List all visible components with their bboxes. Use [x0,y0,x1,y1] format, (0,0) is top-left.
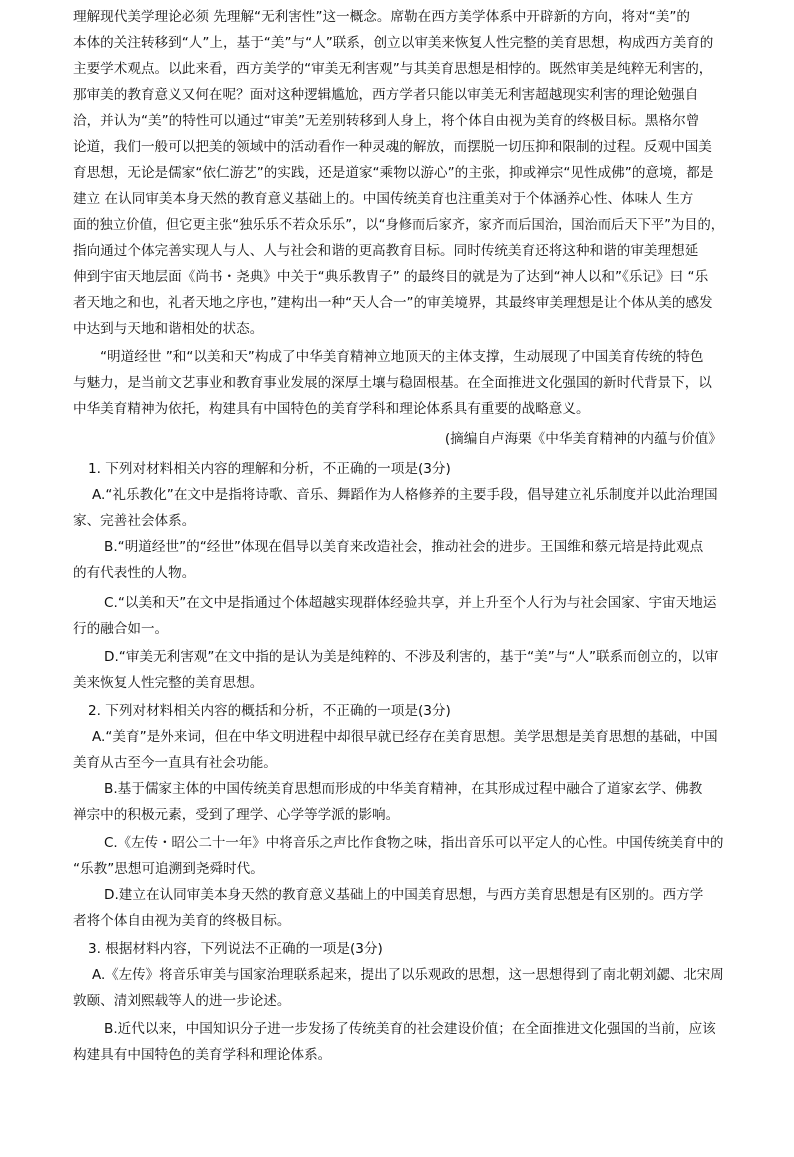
option-b: B.近代以来，中国知识分子进一步发扬了传统美育的社会建设价值；在全面推进文化强国的当前，应该 [104,1021,716,1037]
paragraph-line: 伸到宇宙天地层面《尚书・尧典》中关于“典乐教胄子” 的最终目的就是为了达到“神人以和”《乐记》曰 “乐 [73,269,709,285]
paragraph-line: 理解现代美学理论必须 先理解“无利害性”这一概念。席勒在西方美学体系中开辟新的方向，将对“美”的 [73,9,691,25]
option-a: A.《左传》将音乐审美与国家治理联系起来，提出了以乐观政的思想，这一思想得到了南北朝刘勰、北宋周 [92,967,724,983]
question-stem: 1. 下列对材料相关内容的理解和分析，不正确的一项是(3分) [88,461,451,477]
option-a-cont: 美育从古至今一直具有社会功能。 [73,755,277,771]
option-c: C.“以美和天”在文中是指通过个体超越实现群体经验共享，并上升至个人行为与社会国家、宇宙天地运 [104,595,717,611]
option-b-cont: 构建具有中国特色的美育学科和理论体系。 [73,1047,332,1063]
paragraph-line: 洽，并认为“美”的特性可以通过“审美”无差别转移到人身上，将个体自由视为美育的终极目标。黑格尔曾 [73,113,700,129]
paragraph-line: 面的独立价值，但它更主张“独乐乐不若众乐乐”，以“身修而后家齐，家齐而后国治，国治而后天下平”为目的， [73,217,725,233]
paragraph-line: 主要学术观点。以此来看，西方美学的“审美无利害观”与其美育思想是相悖的。既然审美是纯粹无利害的， [73,61,713,77]
option-c-cont: “乐教”思想可追溯到尧舜时代。 [73,861,264,877]
paragraph-line: 中华美育精神为依托，构建具有中国特色的美育学科和理论体系具有重要的战略意义。 [73,401,590,417]
paragraph-line: 论道，我们一般可以把美的领域中的活动看作一种灵魂的解放，而摆脱一切压抑和限制的过程。反观中国美 [73,139,712,155]
option-b: B.“明道经世”的“经世”体现在倡导以美育来改造社会，推动社会的进步。王国维和蔡元培是持此观点 [104,539,704,555]
paragraph-line: 中达到与天地和谐相处的状态。 [73,321,264,337]
option-d: D.建立在认同审美本身天然的教育意义基础上的中国美育思想，与西方美育思想是有区别的。西方学 [104,887,704,903]
option-c-cont: 行的融合如一。 [73,621,169,637]
option-d-cont: 美来恢复人性完整的美育思想。 [73,675,264,691]
paragraph-line: “明道经世 ”和“以美和天”构成了中华美育精神立地顶天的主体支撑，生动展现了中国美育传统的特色 [100,349,704,365]
paragraph-line: 指向通过个体完善实现人与人、人与社会和谐的更高教育目标。同时传统美育还将这种和谐的审美理想延 [73,243,699,259]
option-a: A.“美育”是外来词，但在中华文明进程中却很早就已经存在美育思想。美学思想是美育思想的基础，中国 [92,729,718,745]
paragraph-line: 本体的关注转移到“人”上，基于“美”与“人”联系，创立以审美来恢复人性完整的美育思想，构成西方美育的 [73,35,714,51]
paragraph-line: 与魅力，是当前文艺事业和教育事业发展的深厚土壤与稳固根基。在全面推进文化强国的新时代背景下，以 [73,375,712,391]
option-a-cont: 敦颐、清刘熙载等人的进一步论述。 [73,993,291,1009]
article-source: (摘编自卢海栗《中华美育精神的内蕴与价值》 [444,431,722,447]
paragraph-line: 者天地之和也，礼者天地之序也，”建构出一种“天人合一”的审美境界，其最终审美理想是让个体从美的感发 [73,295,713,311]
option-a: A.“礼乐教化”在文中是指将诗歌、音乐、舞蹈作为人格修养的主要手段，倡导建立礼乐制度并以此治理国 [92,487,718,503]
option-b-cont: 的有代表性的人物。 [73,565,196,581]
paragraph-line: 育思想，无论是儒家“依仁游艺”的实践，还是道家“乘物以游心”的主张，抑或禅宗“见性成佛”的意境，都是 [73,165,714,181]
option-d-cont: 者将个体自由视为美育的终极目标。 [73,913,291,929]
option-b: B.基于儒家主体的中国传统美育思想而形成的中华美育精神，在其形成过程中融合了道家玄学、佛教 [104,781,703,797]
paragraph-line: 那审美的教育意义又何在呢？面对这种逻辑尴尬，西方学者只能以审美无利害超越现实利害的理论勉强自 [73,87,699,103]
question-stem: 3. 根据材料内容，下列说法不正确的一项是(3分) [88,941,383,957]
paragraph-line: 建立 在认同审美本身天然的教育意义基础上的。中国传统美育也注重美对于个体涵养心性、体味人 生方 [73,191,694,207]
option-a-cont: 家、完善社会体系。 [73,513,196,529]
option-c: C.《左传・昭公二十一年》中将音乐之声比作食物之味，指出音乐可以平定人的心性。中国传统美育中的 [104,835,724,851]
option-d: D.“审美无利害观”在文中指的是认为美是纯粹的、不涉及利害的，基于“美”与“人”联系而创立的，以审 [104,649,719,665]
option-b-cont: 禅宗中的积极元素，受到了理学、心学等学派的影响。 [73,807,400,823]
question-stem: 2. 下列对材料相关内容的概括和分析，不正确的一项是(3分) [88,703,451,719]
